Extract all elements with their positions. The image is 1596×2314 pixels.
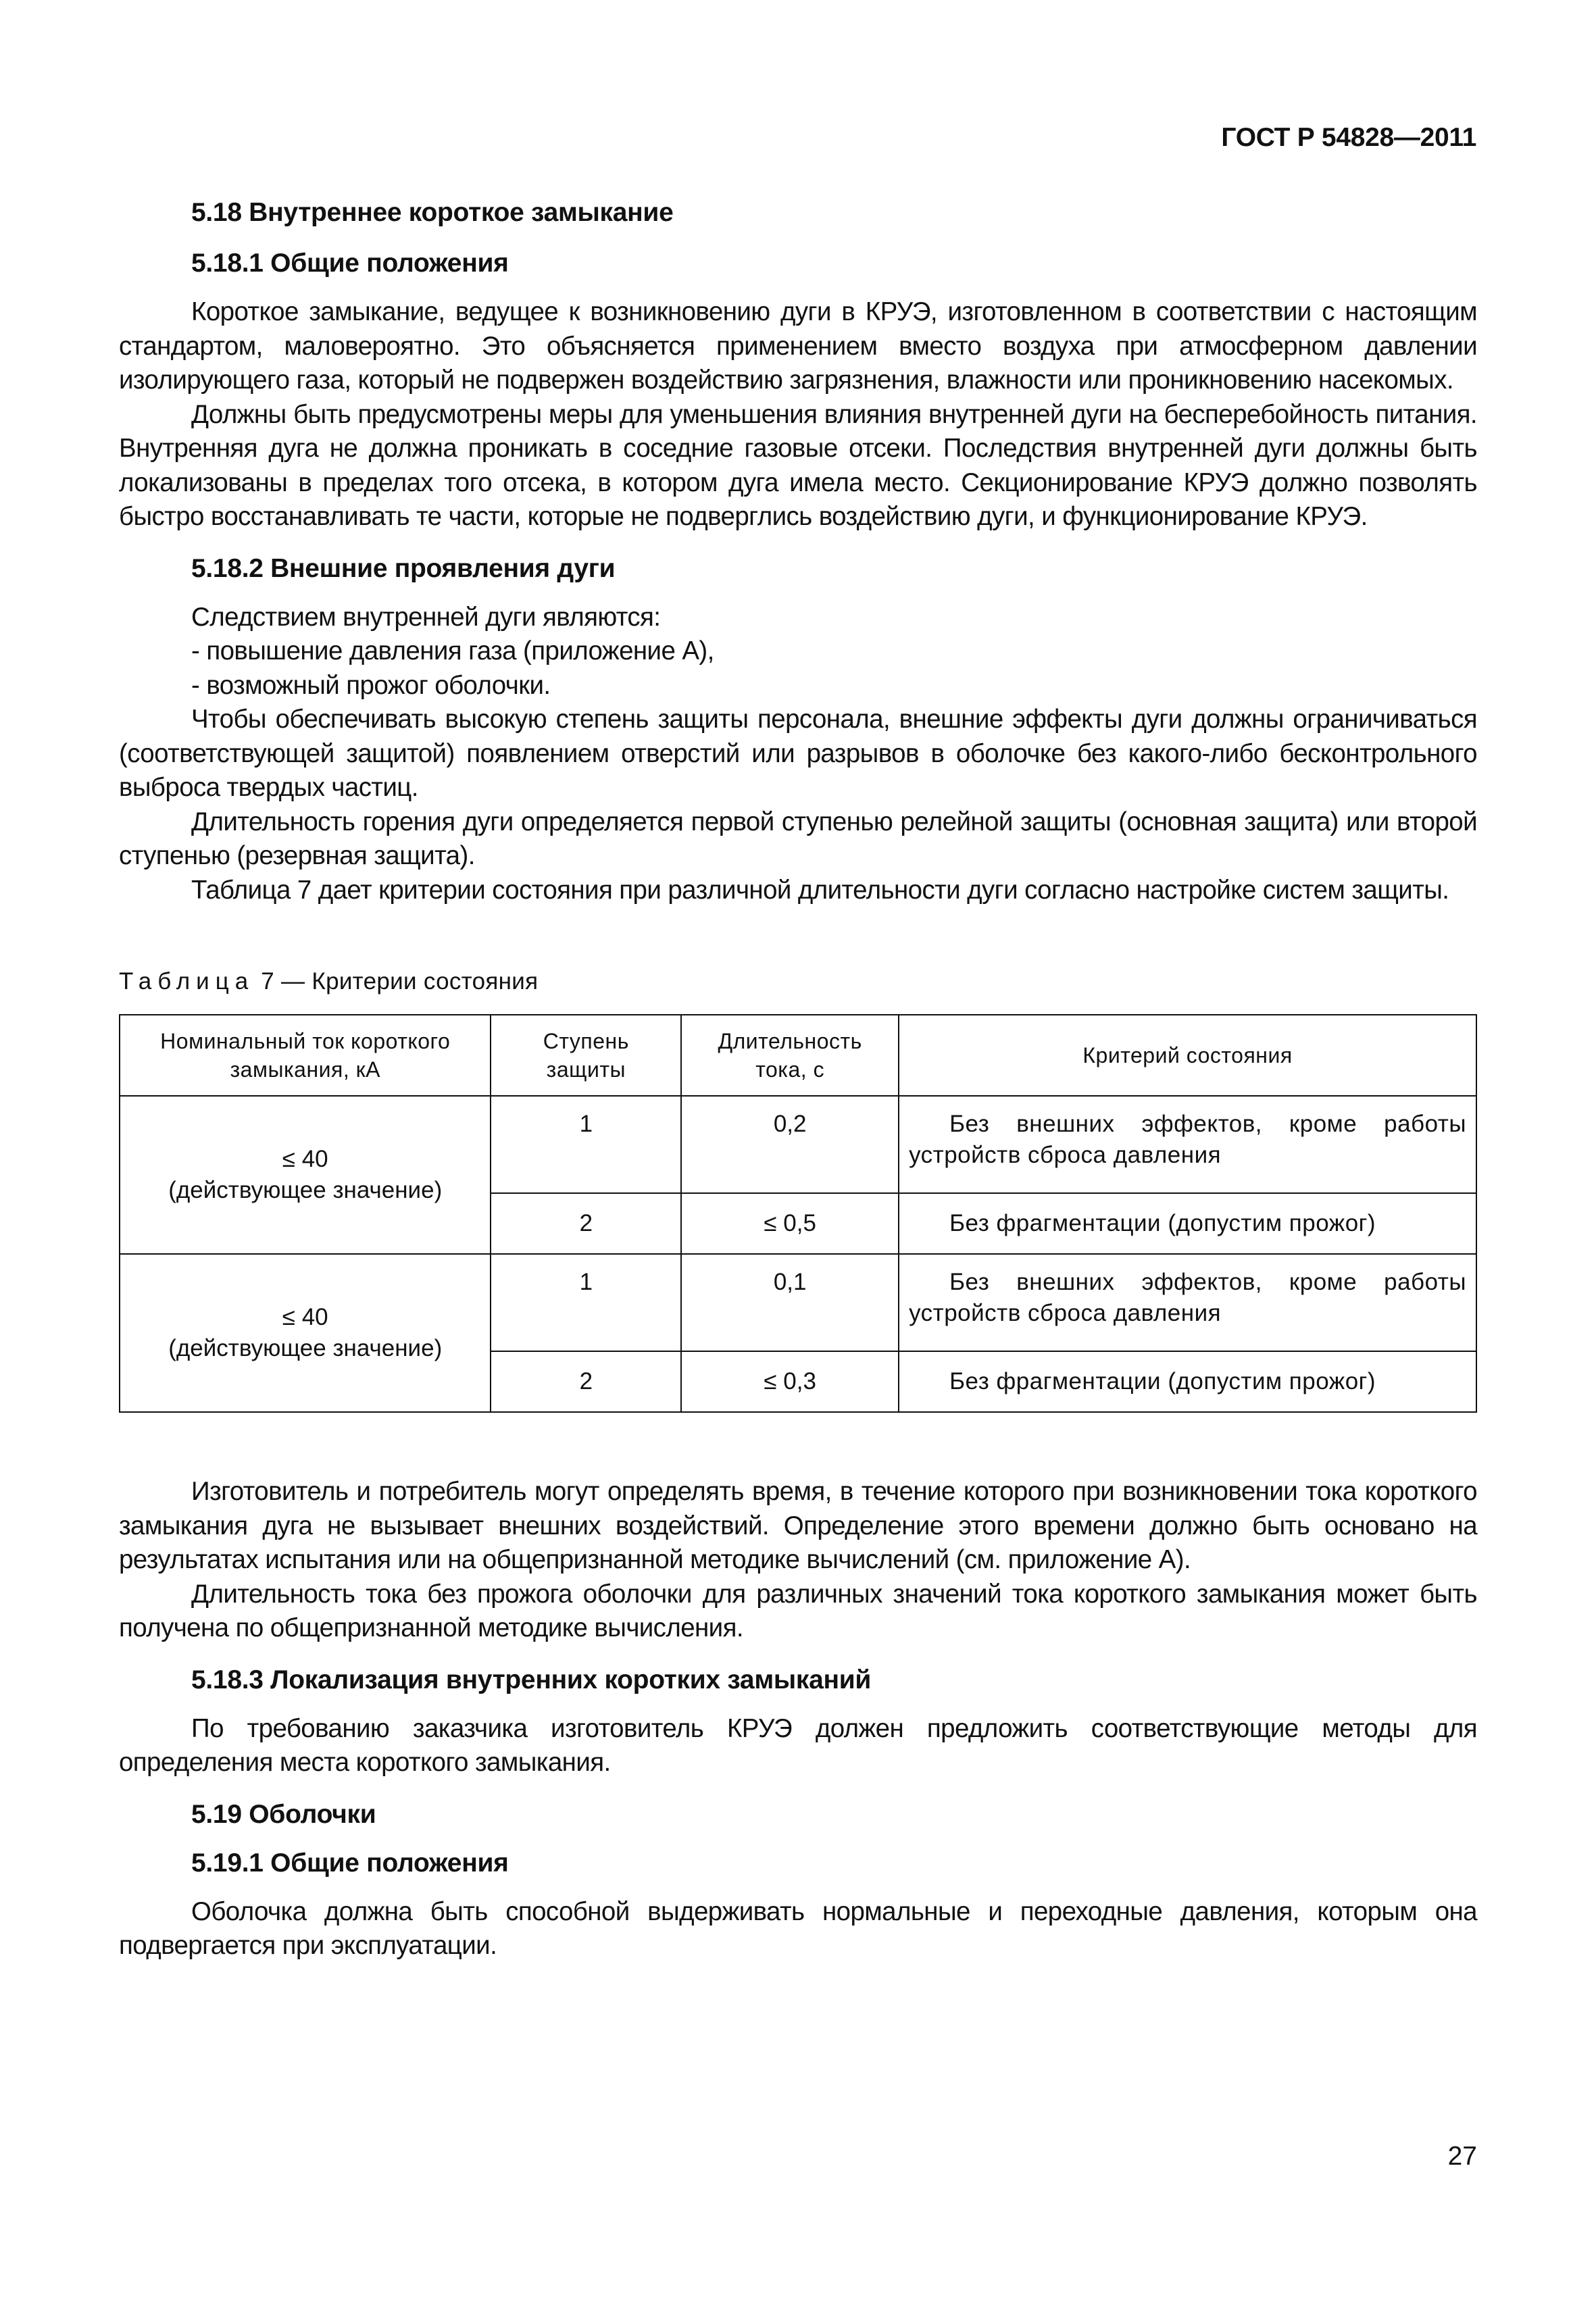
page-content — [119, 196, 1477, 1963]
criterion-cell — [899, 1193, 1476, 1254]
criterion-cell — [899, 1351, 1476, 1412]
section-heading-5-18-2: 5.18.2 Внешние проявления дуги — [191, 553, 616, 583]
list-item: - повышение давления газа (приложение А), — [191, 636, 714, 665]
paragraph: По требованию заказчика изготовитель КРУЭ должен предложить соответствующие методы для определения места короткого замыкания. — [119, 1713, 1477, 1777]
criterion-cell — [899, 1096, 1476, 1193]
stage-cell: 1 — [491, 1254, 681, 1351]
paragraph: Таблица 7 дает критерии состояния при различной длительности дуги согласно настройке систем защиты. — [191, 875, 1449, 905]
criterion-cell — [899, 1254, 1476, 1351]
criterion-text: Без внешних эффектов, кроме работы устройств сброса давления — [909, 1111, 1466, 1168]
current-note: (действующее значение) — [168, 1177, 443, 1203]
current-cell — [120, 1254, 491, 1412]
current-note: (действующее значение) — [168, 1335, 443, 1361]
duration-cell: 0,1 — [681, 1254, 899, 1351]
paragraph: Оболочка должна быть способной выдерживать нормальные и переходные давления, которым она подвергается при эксплуатации. — [119, 1896, 1477, 1960]
current-value: ≤ 40 — [282, 1146, 328, 1172]
standard-header: ГОСТ Р 54828—2011 — [1221, 123, 1476, 152]
criterion-text: Без фрагментации (допустим прожог) — [949, 1368, 1376, 1394]
stage-cell: 2 — [491, 1193, 681, 1254]
stage-cell: 1 — [491, 1096, 681, 1193]
table-caption-label: Таблица — [119, 968, 255, 995]
criteria-table — [119, 1014, 1477, 1413]
current-cell — [120, 1096, 491, 1254]
paragraph: Короткое замыкание, ведущее к возникновению дуги в КРУЭ, изготовленном в соответствии с настоящим стандартом, маловероятно. Это объясняется применением вместо воздуха при атмосферном давлении изолирующего газа, который не подвержен воздействию загрязнения, влажности или проникновению насекомых. — [119, 297, 1477, 395]
column-header: Длительность тока, с — [681, 1015, 899, 1096]
section-heading-5-18-1: 5.18.1 Общие положения — [191, 249, 509, 278]
column-header: Ступень защиты — [491, 1015, 681, 1096]
duration-cell: ≤ 0,3 — [681, 1351, 899, 1412]
section-heading-5-19: 5.19 Оболочки — [191, 1799, 376, 1829]
paragraph: Изготовитель и потребитель могут определять время, в течение которого при возникновении тока короткого замыкания дуга не вызывает внешних воздействий. Определение этого времени должно быть основано на результатах испытания или на общепризнанной методике вычислений (см. приложение А). — [119, 1477, 1477, 1574]
page-number: 27 — [1447, 2142, 1477, 2171]
table-caption-text: 7 — Критерии состояния — [261, 968, 539, 995]
column-header: Критерий состояния — [899, 1015, 1476, 1096]
paragraph: Длительность горения дуги определяется первой ступенью релейной защиты (основная защита) или второй ступенью (резервная защита). — [119, 807, 1477, 870]
column-header: Номинальный ток короткого замыкания, кА — [120, 1015, 491, 1096]
table-header-row — [120, 1015, 1476, 1096]
paragraph: Чтобы обеспечивать высокую степень защиты персонала, внешние эффекты дуги должны ограничиваться (соответствующей защитой) появлением отверстий или разрывов в оболочке без какого-либо бесконтрольного выброса твердых частиц. — [119, 705, 1477, 802]
table-row — [120, 1096, 1476, 1193]
duration-cell: 0,2 — [681, 1096, 899, 1193]
table-caption — [119, 967, 1477, 997]
section-heading-5-18-3: 5.18.3 Локализация внутренних коротких замыканий — [191, 1665, 872, 1694]
stage-cell: 2 — [491, 1351, 681, 1412]
section-heading-5-19-1: 5.19.1 Общие положения — [191, 1848, 509, 1878]
paragraph: Следствием внутренней дуги являются: — [191, 602, 661, 632]
paragraph: Должны быть предусмотрены меры для уменьшения влияния внутренней дуги на бесперебойность питания. Внутренняя дуга не должна проникать в соседние газовые отсеки. Последствия внутренней дуги должны быть локализованы в пределах того отсека, в котором дуга имела место. Секционирование КРУЭ должно позволять быстро восстанавливать те части, которые не подверглись воздействию дуги, и функционирование КРУЭ. — [119, 399, 1477, 531]
section-heading-5-18: 5.18 Внутреннее короткое замыкание — [191, 198, 674, 227]
criterion-text: Без фрагментации (допустим прожог) — [949, 1210, 1376, 1236]
table-row — [120, 1254, 1476, 1351]
current-value: ≤ 40 — [282, 1304, 328, 1330]
list-item: - возможный прожог оболочки. — [191, 670, 551, 700]
duration-cell: ≤ 0,5 — [681, 1193, 899, 1254]
criterion-text: Без внешних эффектов, кроме работы устройств сброса давления — [909, 1269, 1466, 1326]
paragraph: Длительность тока без прожога оболочки для различных значений тока короткого замыкания может быть получена по общепризнанной методике вычисления. — [119, 1579, 1477, 1642]
